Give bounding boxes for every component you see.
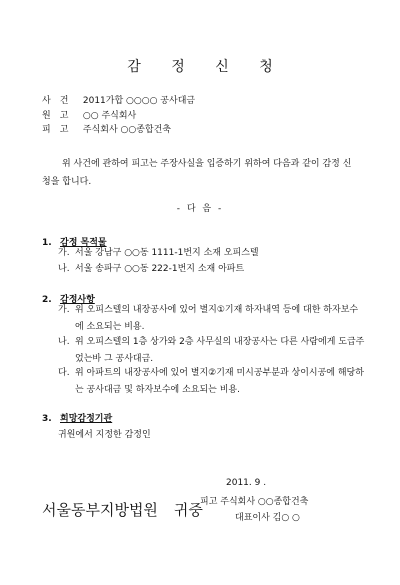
document-date: 2011. 9 . (226, 478, 267, 488)
section-body-text: 귀원에서 지정한 감정인 (58, 430, 151, 440)
party-value: 2011가합 ○○○○ 공사대금 (82, 96, 196, 106)
court-addressee (42, 499, 203, 520)
list-item (58, 334, 366, 368)
court-suffix: 귀중 (173, 501, 203, 519)
party-value: 주식회사 ○○종합건축 (82, 125, 171, 135)
list-item-text: 위 오피스텔의 1층 상가와 2층 사무실의 내장공사는 다른 사람에게 도급주었는바 그 공사대금. (75, 337, 365, 364)
list-item (58, 261, 366, 278)
section-heading-text: 감정사항 (60, 295, 95, 305)
section-number: 2. (42, 295, 52, 305)
party-row-defendant (42, 125, 171, 136)
list-item (58, 365, 366, 399)
section-number: 1. (42, 238, 52, 248)
list-item-text: 위 오피스텔의 내장공사에 있어 별지①기재 하자내역 등에 대한 하자보수에 소요되는 비용. (75, 305, 359, 332)
list-item (58, 302, 366, 336)
signature-representative-line: 대표이사 김○ ○ (235, 513, 300, 523)
list-marker: 다. (58, 368, 70, 378)
section-divider: - 다 음 - (176, 204, 224, 214)
list-marker: 가. (58, 305, 70, 315)
list-item-text: 위 아파트의 내장공사에 있어 별지②기재 미시공부분과 상이시공에 해당하는 공사대금 및 하자보수에 소요되는 비용. (75, 368, 364, 395)
list-item (58, 245, 366, 262)
section-heading (42, 411, 112, 424)
list-item-text: 서울 송파구 ○○동 222-1번지 소재 아파트 (75, 264, 245, 274)
list-marker: 나. (58, 337, 70, 347)
party-label: 사건 (42, 96, 78, 106)
party-label: 원고 (42, 111, 78, 121)
intro-paragraph: 위 사건에 관하여 피고는 주장사실을 입증하기 위하여 다음과 같이 감정 신청을 합니다. (42, 159, 352, 187)
section-heading-text: 감정 목적물 (60, 238, 107, 248)
signature-party-line: 피고 주식회사 ○○종합건축 (200, 497, 309, 507)
section-heading-text: 희망감정기관 (60, 414, 113, 424)
party-row-case (42, 96, 195, 107)
party-label: 피고 (42, 125, 78, 135)
party-row-plaintiff (42, 111, 136, 122)
court-name: 서울동부지방법원 (42, 501, 158, 519)
list-marker: 나. (58, 264, 70, 274)
list-item-text: 서울 강남구 ○○동 1111-1번지 소재 오피스텔 (75, 248, 259, 258)
document-title: 감 정 신 청 (127, 59, 286, 75)
section-number: 3. (42, 414, 52, 424)
list-marker: 가. (58, 248, 70, 258)
party-value: ○○ 주식회사 (82, 111, 137, 121)
